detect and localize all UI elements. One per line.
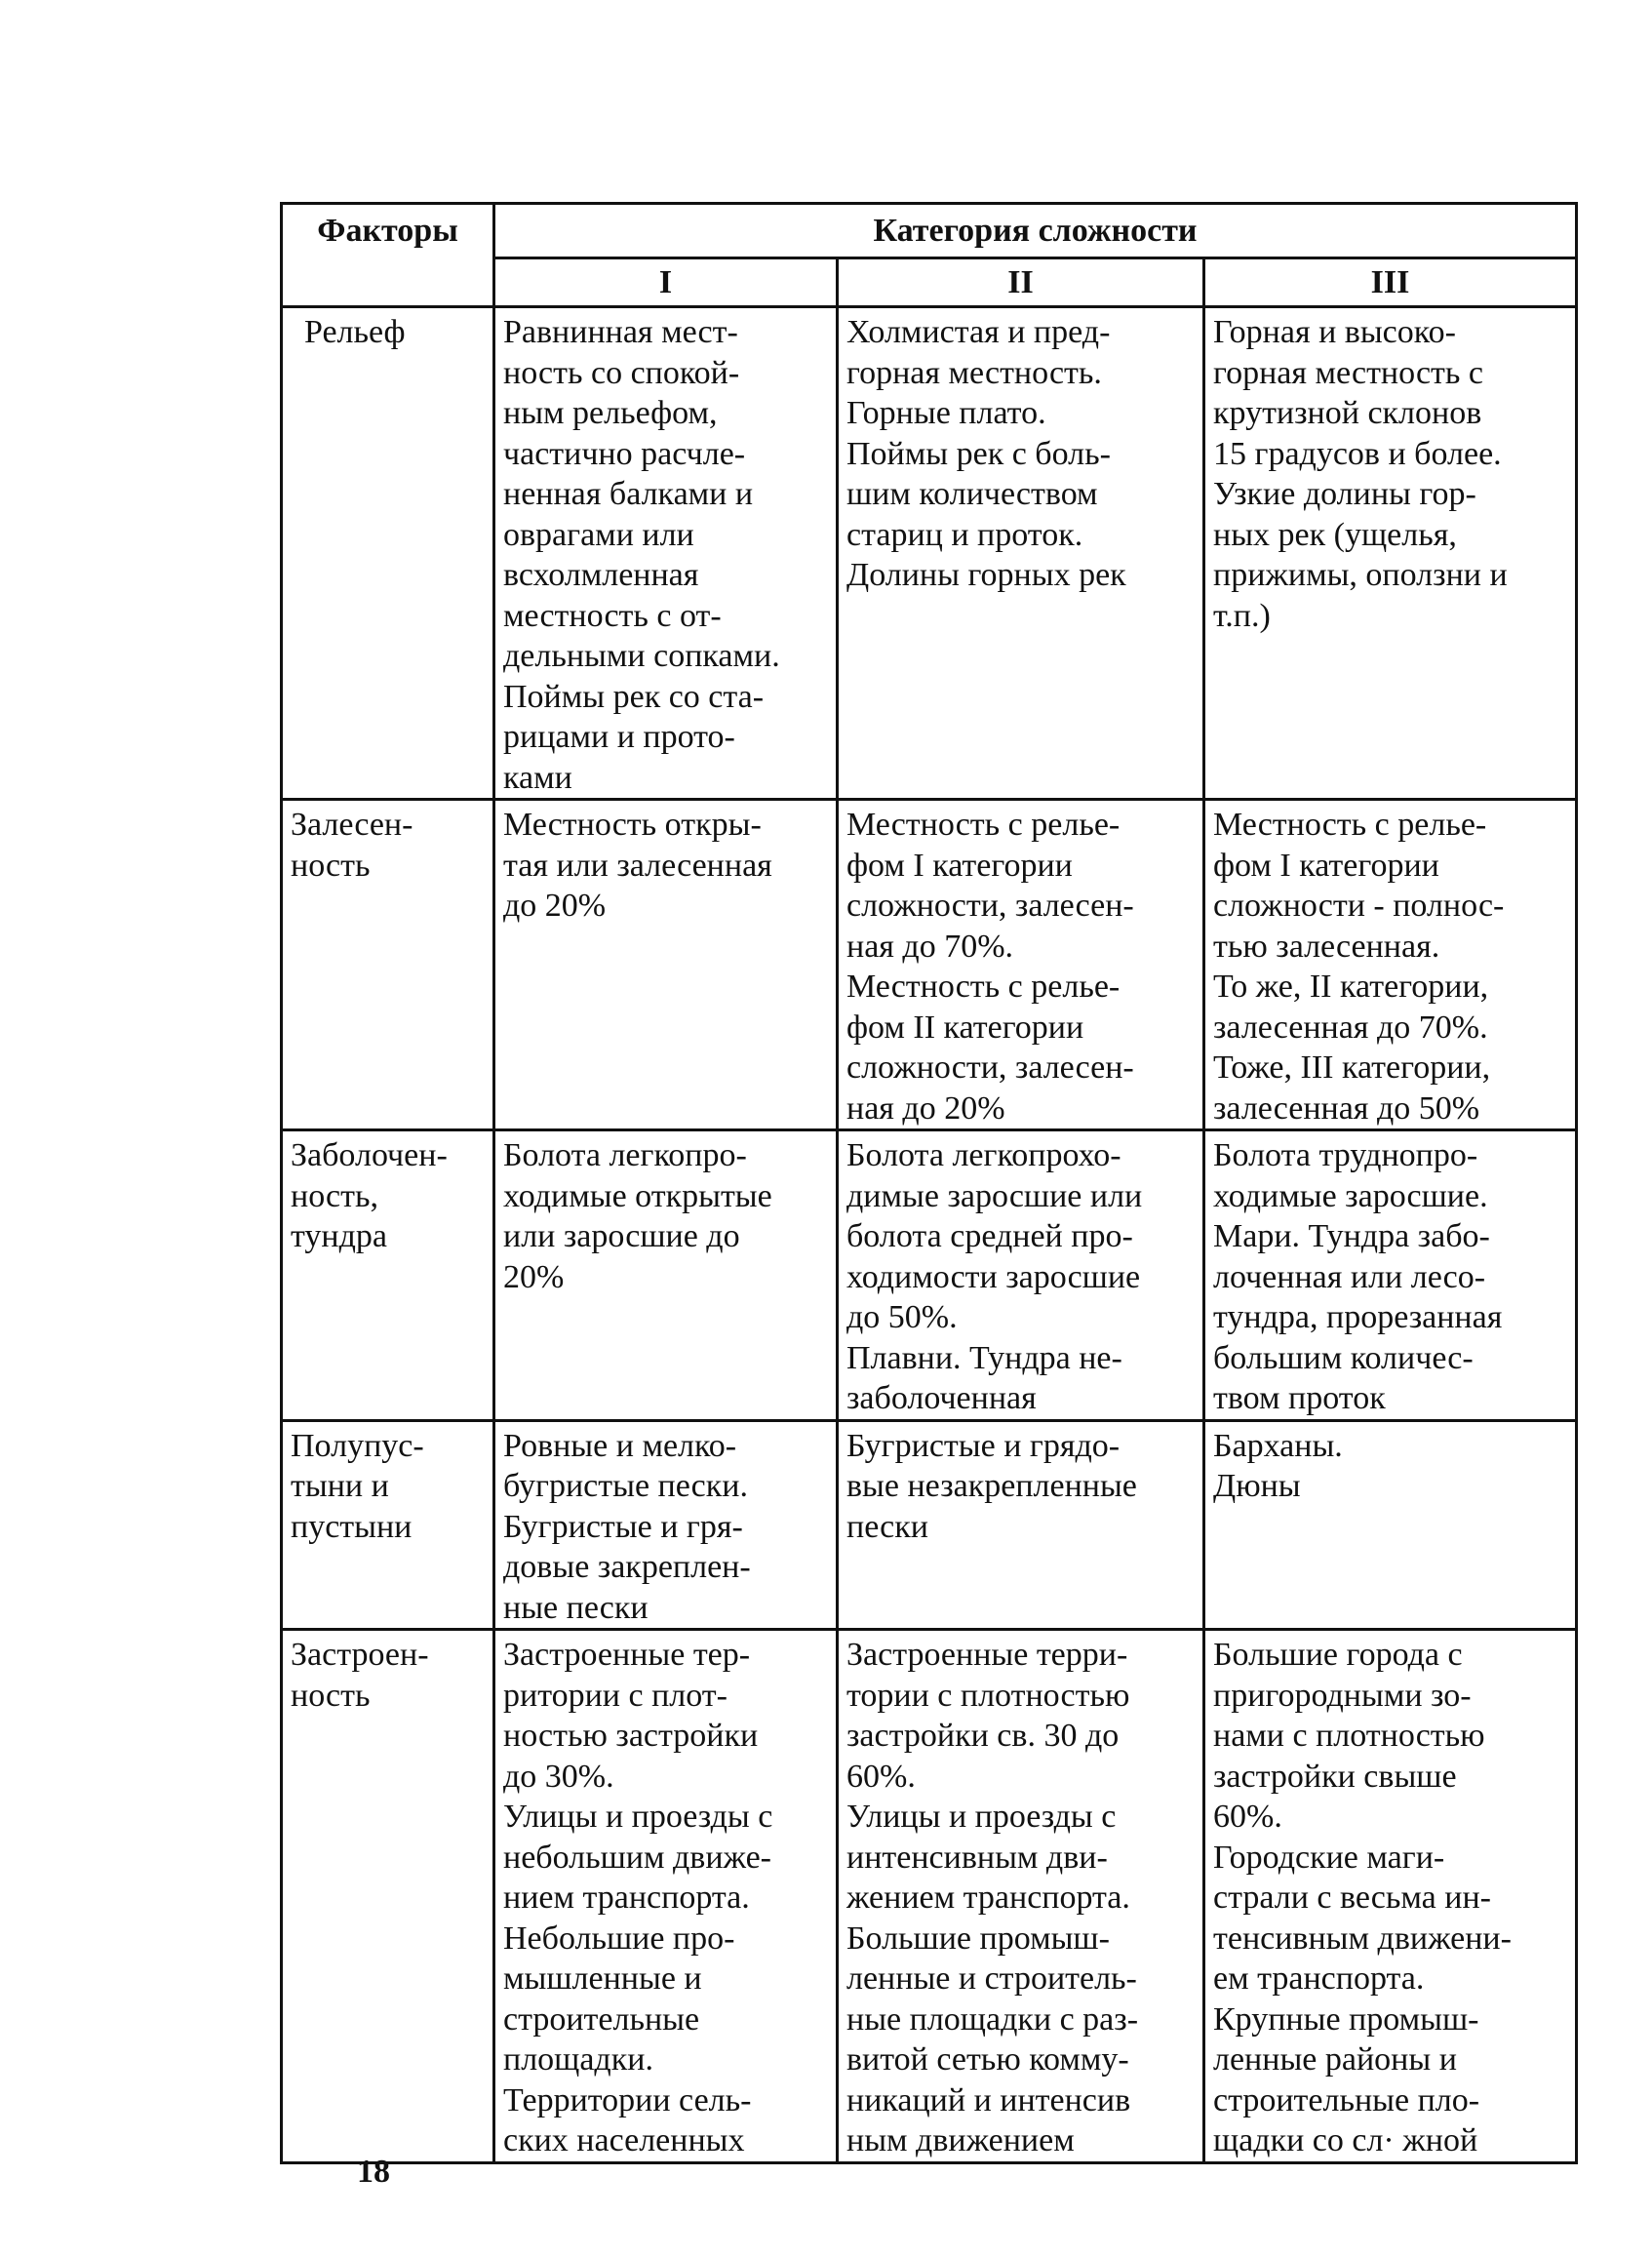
cell-line: 20%: [503, 1258, 565, 1295]
cell-line: сложности, залесен-: [846, 1049, 1134, 1086]
table-row: [282, 1420, 1577, 1630]
table-row: [282, 800, 1577, 1130]
cell-line: Местность откры-: [503, 807, 762, 843]
cell-line: сложности, залесен-: [846, 888, 1134, 924]
cell-line: димые заросшие или: [846, 1177, 1143, 1214]
cell-line: Болота труднопро-: [1213, 1137, 1478, 1173]
cell-line: Большие города с: [1213, 1637, 1463, 1673]
cell-line: Застроенные терри-: [846, 1637, 1128, 1673]
category-3-cell: [1204, 800, 1577, 1130]
cell-line: 60%.: [1213, 1799, 1282, 1835]
cell-line: ные площадки с раз-: [846, 2000, 1139, 2038]
factor-cell: [282, 800, 494, 1130]
cell-line: ем транспорта.: [1213, 1960, 1425, 1997]
cell-line: ленные и строитель-: [846, 1960, 1137, 1997]
cell-line: ритории с плот-: [503, 1677, 728, 1714]
table-row: [282, 1630, 1577, 2163]
cell-line: Барханы.: [1213, 1427, 1343, 1464]
cell-line: заболоченная: [846, 1380, 1037, 1416]
cell-line: ходимости заросшие: [846, 1258, 1141, 1295]
cell-line: Тоже, III категории,: [1213, 1049, 1491, 1086]
cell-line: пески: [846, 1508, 928, 1545]
cell-line: залесенная до 50%: [1213, 1089, 1480, 1127]
cell-line: оврагами или: [503, 516, 694, 553]
cell-line: тью залесенная.: [1213, 928, 1440, 965]
cell-line: ненная балками и: [503, 476, 754, 512]
header-level-3: III: [1204, 258, 1577, 307]
header-factors: Факторы: [282, 204, 494, 307]
page-number: 18: [357, 2154, 390, 2190]
cell-line: щадки со сл· жной: [1213, 2122, 1478, 2158]
cell-line: Холмистая и пред-: [846, 314, 1111, 350]
cell-line: строительные пло-: [1213, 2081, 1480, 2118]
cell-line: или заросшие до: [503, 1218, 740, 1254]
cell-line: застройки свыше: [1213, 1758, 1457, 1795]
factor-cell: [282, 307, 494, 800]
cell-line: Улицы и проезды с: [503, 1799, 773, 1835]
cell-line: ная до 70%.: [846, 928, 1014, 965]
factor-line: Рельеф: [304, 314, 406, 350]
cell-line: дельными сопками.: [503, 638, 780, 674]
cell-line: Бугристые и грядо-: [846, 1427, 1121, 1464]
factor-line: Застроен-: [291, 1637, 429, 1673]
cell-line: крутизной склонов: [1213, 395, 1482, 431]
category-2-cell: [838, 307, 1204, 800]
cell-line: Ровные и мелко-: [503, 1427, 737, 1464]
cell-line: ских населенных: [503, 2122, 745, 2158]
cell-line: ным движением: [846, 2122, 1075, 2158]
cell-line: ленные районы и: [1213, 2041, 1457, 2078]
cell-line: ным рельефом,: [503, 395, 718, 431]
factor-line: ность,: [291, 1177, 378, 1214]
cell-line: 60%.: [846, 1758, 916, 1795]
cell-line: ные пески: [503, 1589, 649, 1626]
factor-line: Полупус-: [291, 1427, 424, 1464]
factor-line: ность: [291, 847, 371, 884]
cell-line: ных рек (ущелья,: [1213, 516, 1457, 553]
cell-line: бугристые пески.: [503, 1468, 748, 1504]
category-1-cell: [494, 1130, 838, 1421]
cell-line: Местность с релье-: [846, 969, 1121, 1005]
cell-line: горная местность.: [846, 354, 1102, 391]
cell-line: тая или залесенная: [503, 847, 772, 884]
cell-line: жением транспорта.: [846, 1880, 1130, 1916]
cell-line: ходимые открытые: [503, 1177, 772, 1214]
cell-line: 15 градусов и более.: [1213, 435, 1502, 472]
cell-line: Болота легкопро-: [503, 1137, 747, 1173]
cell-line: Горная и высоко-: [1213, 314, 1456, 350]
category-3-cell: [1204, 1630, 1577, 2163]
cell-line: застройки св. 30 до: [846, 1718, 1120, 1754]
cell-line: интенсивным дви-: [846, 1839, 1108, 1876]
cell-line: Крупные промыш-: [1213, 2000, 1479, 2038]
category-1-cell: [494, 1420, 838, 1630]
cell-line: до 50%.: [846, 1299, 958, 1335]
cell-line: Городские маги-: [1213, 1839, 1445, 1876]
cell-line: стариц и проток.: [846, 516, 1083, 553]
factor-line: ность: [291, 1677, 371, 1714]
complexity-table: [280, 202, 1578, 2164]
factor-line: тундра: [291, 1218, 387, 1254]
cell-line: Территории сель-: [503, 2081, 752, 2118]
cell-line: То же, II категории,: [1213, 969, 1489, 1005]
cell-line: ная до 20%: [846, 1089, 1005, 1127]
factor-line: пустыни: [291, 1508, 413, 1545]
cell-line: всхолмленная: [503, 557, 699, 593]
cell-line: большим количес-: [1213, 1339, 1474, 1376]
cell-line: до 30%.: [503, 1758, 614, 1795]
cell-line: Равнинная мест-: [503, 314, 738, 350]
cell-line: Болота легкопрохо-: [846, 1137, 1121, 1173]
category-1-cell: [494, 1630, 838, 2163]
table-body: [282, 307, 1577, 2163]
cell-line: Застроенные тер-: [503, 1637, 751, 1673]
cell-line: довые закреплен-: [503, 1549, 751, 1585]
cell-line: Поймы рек с боль-: [846, 435, 1111, 472]
cell-line: никаций и интенсив: [846, 2081, 1131, 2118]
cell-line: тундра, прорезанная: [1213, 1299, 1503, 1335]
table-row: [282, 1130, 1577, 1421]
cell-line: шим количеством: [846, 476, 1098, 512]
cell-line: фом I категории: [1213, 847, 1439, 884]
cell-line: фом II категории: [846, 1009, 1084, 1046]
header-level-2: II: [838, 258, 1204, 307]
factor-line: тыни и: [291, 1468, 389, 1504]
cell-line: строительные: [503, 2000, 700, 2038]
cell-line: вые незакрепленные: [846, 1468, 1137, 1504]
cell-line: небольшим движе-: [503, 1839, 772, 1876]
cell-line: нами с плотностью: [1213, 1718, 1485, 1754]
cell-line: сложности - полнос-: [1213, 888, 1505, 924]
category-1-cell: [494, 800, 838, 1130]
cell-line: Долины горных рек: [846, 557, 1126, 593]
header-category: Категория сложности: [494, 204, 1577, 258]
cell-line: ность со спокой-: [503, 354, 740, 391]
category-2-cell: [838, 1630, 1204, 2163]
cell-line: до 20%: [503, 888, 607, 924]
cell-line: витой сетью комму-: [846, 2041, 1129, 2078]
cell-line: т.п.): [1213, 597, 1271, 634]
cell-line: твом проток: [1213, 1380, 1386, 1416]
factor-line: Заболочен-: [291, 1137, 448, 1173]
cell-line: Поймы рек со ста-: [503, 678, 765, 715]
cell-line: Большие промыш-: [846, 1920, 1110, 1957]
cell-line: нием транспорта.: [503, 1880, 750, 1916]
cell-line: прижимы, оползни и: [1213, 557, 1508, 593]
cell-line: местность с от-: [503, 597, 722, 634]
cell-line: Улицы и проезды с: [846, 1799, 1117, 1835]
cell-line: пригородными зо-: [1213, 1677, 1472, 1714]
cell-line: Узкие долины гор-: [1213, 476, 1476, 512]
cell-line: ностью застройки: [503, 1718, 759, 1754]
category-1-cell: [494, 307, 838, 800]
factor-cell: [282, 1630, 494, 2163]
category-3-cell: [1204, 1130, 1577, 1421]
cell-line: лоченная или лесо-: [1213, 1258, 1486, 1295]
cell-line: ками: [503, 759, 572, 796]
cell-line: болота средней про-: [846, 1218, 1133, 1254]
cell-line: Местность с релье-: [846, 807, 1121, 843]
cell-line: Бугристые и гря-: [503, 1508, 743, 1545]
cell-line: Дюны: [1213, 1468, 1301, 1504]
cell-line: Горные плато.: [846, 395, 1046, 431]
table-row: [282, 307, 1577, 800]
cell-line: фом I категории: [846, 847, 1073, 884]
category-3-cell: [1204, 307, 1577, 800]
cell-line: ходимые заросшие.: [1213, 1177, 1488, 1214]
factor-cell: [282, 1420, 494, 1630]
cell-line: рицами и прото-: [503, 719, 735, 755]
cell-line: тенсивным движени-: [1213, 1920, 1512, 1957]
cell-line: площадки.: [503, 2041, 653, 2078]
category-3-cell: [1204, 1420, 1577, 1630]
cell-line: Плавни. Тундра не-: [846, 1339, 1122, 1376]
header-level-1: I: [494, 258, 838, 307]
cell-line: тории с плотностью: [846, 1677, 1130, 1714]
category-2-cell: [838, 800, 1204, 1130]
cell-line: залесенная до 70%.: [1213, 1009, 1488, 1046]
cell-line: страли с весьма ин-: [1213, 1880, 1491, 1916]
category-2-cell: [838, 1420, 1204, 1630]
cell-line: Местность с релье-: [1213, 807, 1487, 843]
factor-cell: [282, 1130, 494, 1421]
cell-line: частично расчле-: [503, 435, 746, 472]
cell-line: горная местность с: [1213, 354, 1484, 391]
factor-line: Залесен-: [291, 807, 413, 843]
cell-line: Мари. Тундра забо-: [1213, 1218, 1490, 1254]
cell-line: мышленные и: [503, 1960, 702, 1997]
category-2-cell: [838, 1130, 1204, 1421]
cell-line: Небольшие про-: [503, 1920, 735, 1957]
